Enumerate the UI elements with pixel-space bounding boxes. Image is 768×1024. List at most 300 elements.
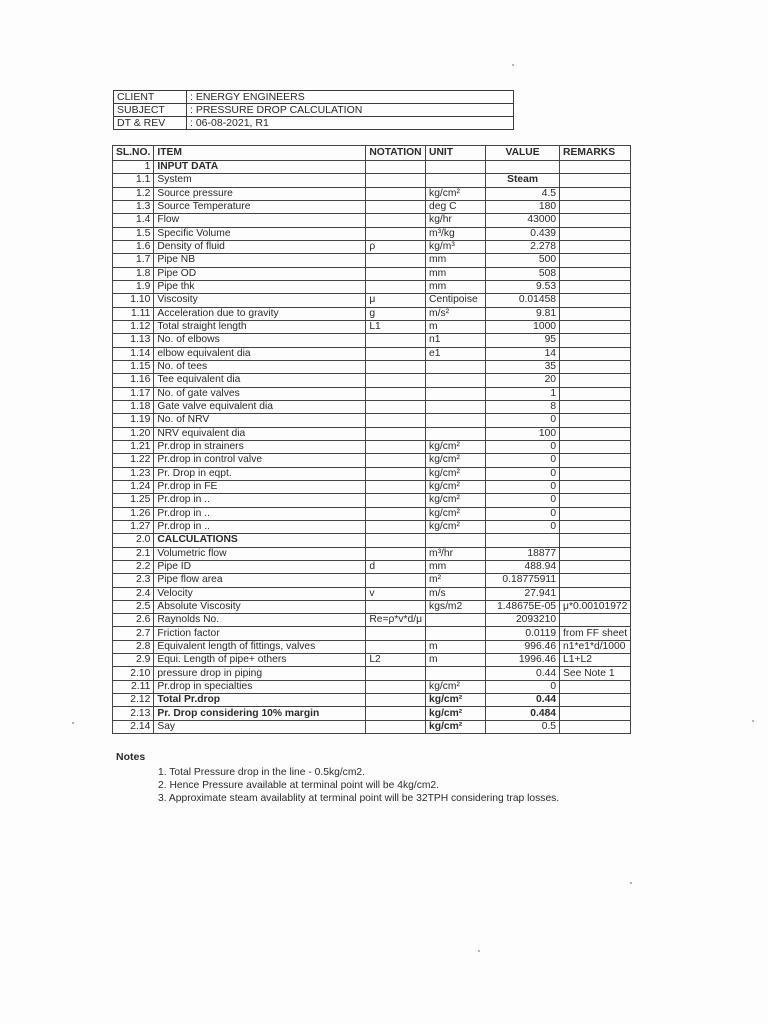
cell-remarks bbox=[560, 360, 631, 373]
cell-item: Pr.drop in specialties bbox=[154, 680, 366, 693]
cell-notation bbox=[366, 454, 426, 467]
cell-value: 0.0119 bbox=[486, 627, 560, 640]
note-item: 1. Total Pressure drop in the line - 0.5kg/cm2. bbox=[158, 767, 365, 778]
cell-remarks bbox=[560, 467, 631, 480]
cell-slno: 2.3 bbox=[113, 574, 154, 587]
cell-unit: kg/cm² bbox=[426, 520, 486, 533]
cell-notation bbox=[366, 414, 426, 427]
cell-value: 0.484 bbox=[486, 707, 560, 720]
cell-item: No. of elbows bbox=[154, 334, 366, 347]
col-header-notation: NOTATION bbox=[366, 146, 426, 161]
cell-remarks bbox=[560, 307, 631, 320]
cell-item: No. of NRV bbox=[154, 414, 366, 427]
notes-title: Notes bbox=[116, 751, 146, 763]
cell-value: 0 bbox=[486, 414, 560, 427]
cell-unit: m³/kg bbox=[426, 227, 486, 240]
cell-notation bbox=[366, 547, 426, 560]
table-row bbox=[113, 600, 631, 613]
cell-value: 0 bbox=[486, 520, 560, 533]
cell-remarks bbox=[560, 507, 631, 520]
scan-speck bbox=[72, 722, 74, 724]
cell-notation bbox=[366, 494, 426, 507]
cell-item: Pipe thk bbox=[154, 280, 366, 293]
col-header-slno: SL.NO. bbox=[113, 146, 154, 161]
table-header-row bbox=[113, 146, 631, 161]
table-row bbox=[113, 587, 631, 600]
scan-speck bbox=[752, 720, 754, 722]
cell-notation: Re=ρ*v*d/μ bbox=[366, 614, 426, 627]
cell-value: 0 bbox=[486, 454, 560, 467]
cell-value: 1.48675E-05 bbox=[486, 600, 560, 613]
cell-slno: 2.11 bbox=[113, 680, 154, 693]
cell-unit bbox=[426, 387, 486, 400]
cell-remarks bbox=[560, 720, 631, 733]
table-row bbox=[113, 534, 631, 547]
table-row bbox=[113, 507, 631, 520]
cell-unit: kg/cm² bbox=[426, 480, 486, 493]
table-row bbox=[113, 334, 631, 347]
table-row bbox=[113, 187, 631, 200]
table-row bbox=[113, 387, 631, 400]
cell-unit: kg/cm² bbox=[426, 707, 486, 720]
cell-notation: μ bbox=[366, 294, 426, 307]
cell-unit: m/s² bbox=[426, 307, 486, 320]
cell-remarks bbox=[560, 214, 631, 227]
table-row bbox=[113, 227, 631, 240]
cell-value: 4.5 bbox=[486, 187, 560, 200]
cell-unit: kg/cm² bbox=[426, 454, 486, 467]
table-row bbox=[113, 161, 631, 174]
cell-notation bbox=[366, 400, 426, 413]
cell-slno: 1.6 bbox=[113, 240, 154, 253]
cell-item: Absolute Viscosity bbox=[154, 600, 366, 613]
cell-slno: 1.4 bbox=[113, 214, 154, 227]
header-info-table bbox=[113, 90, 514, 130]
cell-value: 9.53 bbox=[486, 280, 560, 293]
cell-slno: 1.18 bbox=[113, 400, 154, 413]
cell-unit: kgs/m2 bbox=[426, 600, 486, 613]
cell-item: Flow bbox=[154, 214, 366, 227]
cell-remarks bbox=[560, 480, 631, 493]
table-row bbox=[113, 574, 631, 587]
cell-item: Pr. Drop considering 10% margin bbox=[154, 707, 366, 720]
table-row bbox=[113, 480, 631, 493]
cell-unit: kg/cm² bbox=[426, 187, 486, 200]
cell-slno: 1.21 bbox=[113, 440, 154, 453]
cell-slno: 1.22 bbox=[113, 454, 154, 467]
cell-slno: 1.19 bbox=[113, 414, 154, 427]
cell-unit: kg/cm² bbox=[426, 507, 486, 520]
cell-item: Source pressure bbox=[154, 187, 366, 200]
cell-notation: L1 bbox=[366, 320, 426, 333]
cell-item: Pr.drop in control valve bbox=[154, 454, 366, 467]
cell-slno: 2.8 bbox=[113, 640, 154, 653]
cell-remarks bbox=[560, 280, 631, 293]
cell-value: 2.278 bbox=[486, 240, 560, 253]
cell-unit: m/s bbox=[426, 587, 486, 600]
cell-slno: 2.9 bbox=[113, 654, 154, 667]
scan-speck bbox=[512, 64, 514, 66]
cell-unit: mm bbox=[426, 267, 486, 280]
cell-unit: kg/hr bbox=[426, 214, 486, 227]
table-row bbox=[113, 720, 631, 733]
cell-item: Pipe ID bbox=[154, 560, 366, 573]
cell-remarks bbox=[560, 534, 631, 547]
cell-unit: kg/cm² bbox=[426, 694, 486, 707]
cell-remarks bbox=[560, 520, 631, 533]
cell-unit: kg/cm² bbox=[426, 720, 486, 733]
table-row bbox=[113, 427, 631, 440]
cell-remarks bbox=[560, 240, 631, 253]
cell-unit bbox=[426, 667, 486, 680]
table-row bbox=[113, 520, 631, 533]
cell-slno: 1.11 bbox=[113, 307, 154, 320]
cell-item: CALCULATIONS bbox=[154, 534, 366, 547]
cell-remarks bbox=[560, 227, 631, 240]
cell-remarks: from FF sheet bbox=[560, 627, 631, 640]
cell-item: INPUT DATA bbox=[154, 161, 366, 174]
cell-slno: 2.12 bbox=[113, 694, 154, 707]
cell-notation: v bbox=[366, 587, 426, 600]
table-row bbox=[113, 454, 631, 467]
cell-remarks bbox=[560, 427, 631, 440]
cell-value: 0.5 bbox=[486, 720, 560, 733]
cell-notation bbox=[366, 267, 426, 280]
cell-item: Specific Volume bbox=[154, 227, 366, 240]
table-row bbox=[113, 440, 631, 453]
cell-notation bbox=[366, 334, 426, 347]
cell-notation bbox=[366, 640, 426, 653]
cell-unit: Centipoise bbox=[426, 294, 486, 307]
cell-item: Volumetric flow bbox=[154, 547, 366, 560]
cell-item: pressure drop in piping bbox=[154, 667, 366, 680]
cell-item: Velocity bbox=[154, 587, 366, 600]
cell-slno: 1.23 bbox=[113, 467, 154, 480]
cell-notation: L2 bbox=[366, 654, 426, 667]
cell-item: No. of tees bbox=[154, 360, 366, 373]
header-info-row bbox=[114, 104, 514, 117]
cell-item: Pr.drop in strainers bbox=[154, 440, 366, 453]
cell-remarks bbox=[560, 694, 631, 707]
note-item: 2. Hence Pressure available at terminal point will be 4kg/cm2. bbox=[158, 780, 440, 791]
cell-item: Viscosity bbox=[154, 294, 366, 307]
cell-value: 0.439 bbox=[486, 227, 560, 240]
cell-slno: 1.15 bbox=[113, 360, 154, 373]
header-info-value: : ENERGY ENGINEERS bbox=[187, 91, 514, 104]
cell-remarks bbox=[560, 374, 631, 387]
cell-unit bbox=[426, 360, 486, 373]
cell-notation bbox=[366, 627, 426, 640]
cell-slno: 2.14 bbox=[113, 720, 154, 733]
cell-notation bbox=[366, 600, 426, 613]
cell-notation bbox=[366, 214, 426, 227]
cell-slno: 1.24 bbox=[113, 480, 154, 493]
cell-remarks bbox=[560, 494, 631, 507]
cell-unit: deg C bbox=[426, 200, 486, 213]
cell-unit: m bbox=[426, 640, 486, 653]
cell-remarks bbox=[560, 174, 631, 187]
notes-list bbox=[158, 766, 559, 805]
cell-value: 95 bbox=[486, 334, 560, 347]
cell-item: Equi. Length of pipe+ others bbox=[154, 654, 366, 667]
cell-notation bbox=[366, 467, 426, 480]
cell-notation bbox=[366, 360, 426, 373]
cell-value: 0.18775911 bbox=[486, 574, 560, 587]
cell-remarks bbox=[560, 187, 631, 200]
cell-remarks: See Note 1 bbox=[560, 667, 631, 680]
col-header-remarks: REMARKS bbox=[560, 146, 631, 161]
cell-notation bbox=[366, 254, 426, 267]
cell-slno: 1.1 bbox=[113, 174, 154, 187]
cell-unit bbox=[426, 534, 486, 547]
cell-value: 0 bbox=[486, 494, 560, 507]
cell-slno: 2.2 bbox=[113, 560, 154, 573]
cell-item: System bbox=[154, 174, 366, 187]
cell-notation: ρ bbox=[366, 240, 426, 253]
cell-notation bbox=[366, 507, 426, 520]
table-row bbox=[113, 547, 631, 560]
cell-unit bbox=[426, 427, 486, 440]
cell-remarks bbox=[560, 267, 631, 280]
cell-notation bbox=[366, 707, 426, 720]
cell-value: 9.81 bbox=[486, 307, 560, 320]
cell-item: Equivalent length of fittings, valves bbox=[154, 640, 366, 653]
cell-value bbox=[486, 161, 560, 174]
cell-notation: g bbox=[366, 307, 426, 320]
cell-value: 0 bbox=[486, 507, 560, 520]
cell-notation bbox=[366, 374, 426, 387]
cell-slno: 1.26 bbox=[113, 507, 154, 520]
cell-unit: kg/m³ bbox=[426, 240, 486, 253]
table-row bbox=[113, 694, 631, 707]
cell-slno: 2.13 bbox=[113, 707, 154, 720]
table-row bbox=[113, 267, 631, 280]
header-info-value: : PRESSURE DROP CALCULATION bbox=[187, 104, 514, 117]
cell-notation bbox=[366, 534, 426, 547]
cell-notation: d bbox=[366, 560, 426, 573]
cell-value: 180 bbox=[486, 200, 560, 213]
cell-remarks bbox=[560, 707, 631, 720]
cell-notation bbox=[366, 427, 426, 440]
header-info-row bbox=[114, 91, 514, 104]
table-row bbox=[113, 347, 631, 360]
cell-remarks bbox=[560, 454, 631, 467]
cell-remarks bbox=[560, 334, 631, 347]
cell-value: 1 bbox=[486, 387, 560, 400]
cell-value: 1000 bbox=[486, 320, 560, 333]
cell-slno: 1.7 bbox=[113, 254, 154, 267]
cell-remarks bbox=[560, 614, 631, 627]
cell-value: 0.44 bbox=[486, 667, 560, 680]
cell-slno: 1.5 bbox=[113, 227, 154, 240]
cell-slno: 1.16 bbox=[113, 374, 154, 387]
table-row bbox=[113, 307, 631, 320]
scan-speck bbox=[630, 882, 632, 884]
cell-slno: 2.5 bbox=[113, 600, 154, 613]
cell-notation bbox=[366, 280, 426, 293]
cell-remarks bbox=[560, 414, 631, 427]
cell-slno: 1.2 bbox=[113, 187, 154, 200]
cell-remarks bbox=[560, 680, 631, 693]
cell-value: 8 bbox=[486, 400, 560, 413]
cell-item: Pr.drop in .. bbox=[154, 520, 366, 533]
cell-item: Total straight length bbox=[154, 320, 366, 333]
scan-speck bbox=[478, 950, 480, 952]
col-header-value: VALUE bbox=[486, 146, 560, 161]
cell-remarks bbox=[560, 440, 631, 453]
cell-slno: 2.4 bbox=[113, 587, 154, 600]
table-row bbox=[113, 200, 631, 213]
cell-slno: 2.1 bbox=[113, 547, 154, 560]
cell-value: 0.01458 bbox=[486, 294, 560, 307]
cell-unit: m bbox=[426, 320, 486, 333]
cell-remarks bbox=[560, 294, 631, 307]
cell-unit bbox=[426, 161, 486, 174]
cell-slno: 1.25 bbox=[113, 494, 154, 507]
table-row bbox=[113, 254, 631, 267]
table-row bbox=[113, 667, 631, 680]
cell-remarks bbox=[560, 387, 631, 400]
table-row bbox=[113, 374, 631, 387]
cell-notation bbox=[366, 480, 426, 493]
cell-value: 0.44 bbox=[486, 694, 560, 707]
cell-remarks bbox=[560, 320, 631, 333]
table-row bbox=[113, 640, 631, 653]
cell-item: Pr.drop in .. bbox=[154, 507, 366, 520]
cell-notation bbox=[366, 667, 426, 680]
cell-remarks bbox=[560, 560, 631, 573]
cell-item: Total Pr.drop bbox=[154, 694, 366, 707]
cell-unit: mm bbox=[426, 254, 486, 267]
cell-item: Tee equivalent dia bbox=[154, 374, 366, 387]
cell-item: Pipe OD bbox=[154, 267, 366, 280]
cell-value: 14 bbox=[486, 347, 560, 360]
cell-item: Gate valve equivalent dia bbox=[154, 400, 366, 413]
cell-value: 20 bbox=[486, 374, 560, 387]
cell-value: Steam bbox=[486, 174, 560, 187]
cell-value: 2093210 bbox=[486, 614, 560, 627]
cell-item: Source Temperature bbox=[154, 200, 366, 213]
cell-unit: n1 bbox=[426, 334, 486, 347]
cell-slno: 1.17 bbox=[113, 387, 154, 400]
table-row bbox=[113, 294, 631, 307]
cell-unit bbox=[426, 627, 486, 640]
cell-value: 0 bbox=[486, 440, 560, 453]
cell-value: 500 bbox=[486, 254, 560, 267]
table-row bbox=[113, 400, 631, 413]
table-row bbox=[113, 494, 631, 507]
cell-item: NRV equivalent dia bbox=[154, 427, 366, 440]
cell-slno: 1.20 bbox=[113, 427, 154, 440]
cell-unit bbox=[426, 374, 486, 387]
header-info-key: DT & REV bbox=[114, 117, 187, 130]
cell-remarks: L1+L2 bbox=[560, 654, 631, 667]
cell-notation bbox=[366, 387, 426, 400]
cell-item: No. of gate valves bbox=[154, 387, 366, 400]
table-row bbox=[113, 174, 631, 187]
cell-unit: kg/cm² bbox=[426, 680, 486, 693]
table-row bbox=[113, 214, 631, 227]
table-row bbox=[113, 414, 631, 427]
cell-value: 27.941 bbox=[486, 587, 560, 600]
cell-notation bbox=[366, 200, 426, 213]
cell-unit: m² bbox=[426, 574, 486, 587]
table-row bbox=[113, 614, 631, 627]
cell-notation bbox=[366, 161, 426, 174]
table-row bbox=[113, 707, 631, 720]
cell-value: 18877 bbox=[486, 547, 560, 560]
cell-item: Raynolds No. bbox=[154, 614, 366, 627]
cell-notation bbox=[366, 187, 426, 200]
cell-unit bbox=[426, 614, 486, 627]
cell-notation bbox=[366, 227, 426, 240]
cell-slno: 1.13 bbox=[113, 334, 154, 347]
table-row bbox=[113, 320, 631, 333]
cell-unit: kg/cm² bbox=[426, 467, 486, 480]
table-row bbox=[113, 280, 631, 293]
cell-value: 0 bbox=[486, 680, 560, 693]
cell-unit: mm bbox=[426, 560, 486, 573]
cell-unit bbox=[426, 174, 486, 187]
cell-remarks: n1*e1*d/1000 bbox=[560, 640, 631, 653]
cell-remarks bbox=[560, 574, 631, 587]
cell-remarks bbox=[560, 200, 631, 213]
table-row bbox=[113, 560, 631, 573]
cell-value: 508 bbox=[486, 267, 560, 280]
table-row bbox=[113, 467, 631, 480]
cell-slno: 1.3 bbox=[113, 200, 154, 213]
cell-item: Density of fluid bbox=[154, 240, 366, 253]
cell-remarks bbox=[560, 161, 631, 174]
cell-unit: m bbox=[426, 654, 486, 667]
cell-value: 35 bbox=[486, 360, 560, 373]
cell-item: Friction factor bbox=[154, 627, 366, 640]
cell-slno: 2.10 bbox=[113, 667, 154, 680]
cell-slno: 1.27 bbox=[113, 520, 154, 533]
cell-item: Say bbox=[154, 720, 366, 733]
col-header-unit: UNIT bbox=[426, 146, 486, 161]
cell-remarks bbox=[560, 547, 631, 560]
cell-value: 488.94 bbox=[486, 560, 560, 573]
cell-slno: 2.7 bbox=[113, 627, 154, 640]
note-item: 3. Approximate steam availablity at terminal point will be 32TPH considering trap losses. bbox=[158, 793, 560, 804]
table-row bbox=[113, 654, 631, 667]
cell-slno: 1.12 bbox=[113, 320, 154, 333]
cell-item: Pr.drop in .. bbox=[154, 494, 366, 507]
cell-slno: 2.0 bbox=[113, 534, 154, 547]
cell-item: Pipe NB bbox=[154, 254, 366, 267]
pressure-drop-table bbox=[112, 145, 631, 734]
table-row bbox=[113, 627, 631, 640]
cell-remarks bbox=[560, 254, 631, 267]
cell-item: Pipe flow area bbox=[154, 574, 366, 587]
cell-slno: 1 bbox=[113, 161, 154, 174]
cell-unit: mm bbox=[426, 280, 486, 293]
table-row bbox=[113, 680, 631, 693]
cell-remarks bbox=[560, 587, 631, 600]
cell-value: 0 bbox=[486, 480, 560, 493]
cell-notation bbox=[366, 720, 426, 733]
cell-value bbox=[486, 534, 560, 547]
header-info-key: CLIENT bbox=[114, 91, 187, 104]
cell-value: 0 bbox=[486, 467, 560, 480]
cell-value: 1996.46 bbox=[486, 654, 560, 667]
cell-notation bbox=[366, 680, 426, 693]
cell-notation bbox=[366, 520, 426, 533]
cell-unit: kg/cm² bbox=[426, 440, 486, 453]
cell-notation bbox=[366, 347, 426, 360]
cell-notation bbox=[366, 174, 426, 187]
